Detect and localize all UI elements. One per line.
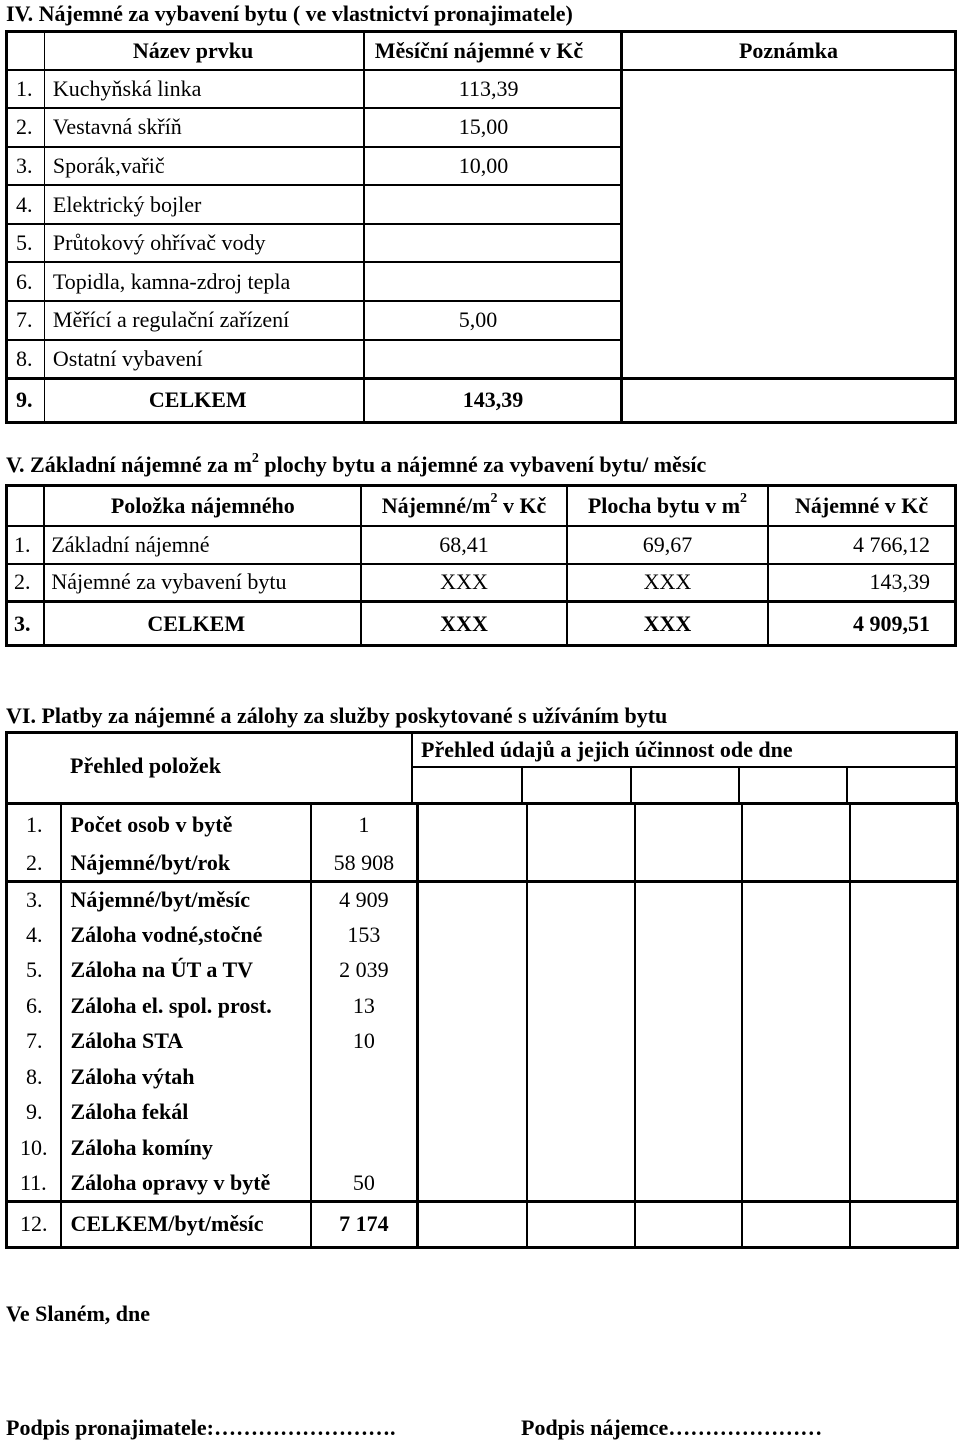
row-number: 11. — [7, 1166, 62, 1202]
item-rent: 143,39 — [364, 378, 622, 422]
date-cell — [742, 917, 849, 953]
item-name: Záloha na ÚT a TV — [61, 953, 311, 989]
table-row — [7, 185, 956, 224]
date-cell — [527, 1130, 635, 1166]
date-cell — [742, 846, 849, 882]
row-number: 2. — [7, 564, 45, 602]
table-row — [7, 1095, 958, 1131]
header-area-label: Plocha bytu v m — [587, 492, 741, 518]
date-cell — [850, 1024, 958, 1060]
header-rent: Měsíční nájemné v Kč — [364, 32, 622, 70]
date-cell — [850, 1130, 958, 1166]
note-cell — [621, 224, 955, 263]
item-value: 13 — [311, 988, 417, 1024]
table-row — [7, 881, 958, 917]
item-name: Elektrický bojler — [44, 185, 363, 224]
table-row — [7, 1059, 958, 1095]
date-cell — [850, 846, 958, 882]
item-value — [311, 1130, 417, 1166]
item-rent: 5,00 — [364, 301, 622, 340]
table-row — [7, 1201, 958, 1247]
item-rent: 113,39 — [364, 70, 622, 109]
header-per-m2-unit: v Kč — [497, 492, 547, 518]
date-cell — [527, 988, 635, 1024]
superscript: 2 — [740, 491, 748, 507]
date-cell — [417, 804, 526, 846]
table-row — [7, 301, 956, 340]
item-value: 4 909 — [311, 881, 417, 917]
date-cell — [417, 953, 526, 989]
date-cell — [527, 1059, 635, 1095]
note-cell — [621, 70, 955, 109]
section6-header-right: Přehled údajů a jejich účinnost ode dne — [421, 737, 793, 762]
note-cell — [621, 378, 955, 422]
section6-date-line — [411, 766, 958, 768]
row-number: 8. — [7, 340, 45, 379]
header-num — [7, 32, 45, 70]
item-rent — [364, 224, 622, 263]
date-cell — [635, 953, 742, 989]
item-name: Ostatní vybavení — [44, 340, 363, 379]
date-cell — [635, 1059, 742, 1095]
tenant-signature: Podpis nájemce………………… — [521, 1415, 823, 1440]
table-row — [7, 147, 956, 186]
table-row — [7, 988, 958, 1024]
superscript: 2 — [490, 491, 498, 507]
date-column-divider — [630, 767, 632, 803]
basic-rent-table — [5, 484, 957, 647]
date-cell — [527, 953, 635, 989]
date-cell — [635, 804, 742, 846]
date-cell — [742, 1059, 849, 1095]
item-name: Nájemné/byt/měsíc — [61, 881, 311, 917]
item-value — [311, 1095, 417, 1131]
item-value: 7 174 — [311, 1201, 417, 1247]
flat-area: XXX — [567, 564, 768, 602]
note-cell — [621, 147, 955, 186]
row-number: 9. — [7, 378, 45, 422]
row-number: 4. — [7, 185, 45, 224]
date-cell — [635, 988, 742, 1024]
date-cell — [635, 1166, 742, 1202]
section6-header-left: Přehled položek — [70, 753, 221, 778]
flat-area: 69,67 — [567, 526, 768, 564]
item-name: Základní nájemné — [44, 526, 361, 564]
note-cell — [621, 301, 955, 340]
header-per-m2-label: Nájemné/m — [381, 492, 491, 518]
section5-title: V. Základní nájemné za $m^2$ plochy bytu a nájemné za vybavení bytu/ měsíc — [6, 450, 707, 477]
table-row — [7, 804, 958, 846]
date-cell — [850, 917, 958, 953]
item-name: Měřící a regulační zařízení — [44, 301, 363, 340]
row-number: 7. — [7, 1024, 62, 1060]
item-name: Kuchyňská linka — [44, 70, 363, 109]
date-cell — [850, 1059, 958, 1095]
note-cell — [621, 262, 955, 301]
date-cell — [527, 804, 635, 846]
date-cell — [742, 881, 849, 917]
date-cell — [527, 917, 635, 953]
payments-table — [5, 802, 959, 1249]
rent-value: 143,39 — [768, 564, 955, 602]
place-date: Ve Slaném, dne — [6, 1301, 151, 1326]
table-row — [7, 224, 956, 263]
item-value: 2 039 — [311, 953, 417, 989]
note-cell — [621, 340, 955, 379]
date-cell — [417, 1024, 526, 1060]
section6-title: VI. Platby za nájemné a zálohy za služby poskytované s užíváním bytu — [6, 703, 668, 728]
row-number: 2. — [7, 846, 62, 882]
table-row — [7, 340, 956, 379]
item-value: 58 908 — [311, 846, 417, 882]
row-number: 10. — [7, 1130, 62, 1166]
date-cell — [527, 846, 635, 882]
table-row — [7, 846, 958, 882]
note-cell — [621, 108, 955, 147]
date-cell — [742, 953, 849, 989]
table-row — [7, 953, 958, 989]
row-number: 5. — [7, 953, 62, 989]
date-cell — [742, 1130, 849, 1166]
date-cell — [635, 846, 742, 882]
date-cell — [742, 1095, 849, 1131]
table-row — [7, 1024, 958, 1060]
date-cell — [417, 1166, 526, 1202]
item-name: Nájemné/byt/rok — [61, 846, 311, 882]
section4-title: IV. Nájemné za vybavení bytu ( ve vlastnictví pronajimatele) — [6, 1, 573, 26]
date-column-divider — [738, 767, 740, 803]
date-cell — [742, 1024, 849, 1060]
date-cell — [527, 1166, 635, 1202]
date-cell — [635, 917, 742, 953]
table-header-row — [7, 486, 956, 526]
date-cell — [417, 1201, 526, 1247]
date-cell — [742, 804, 849, 846]
item-rent — [364, 185, 622, 224]
item-name: Záloha el. spol. prost. — [61, 988, 311, 1024]
date-cell — [742, 1166, 849, 1202]
rent-value: 4 909,51 — [768, 602, 955, 646]
date-cell — [527, 1095, 635, 1131]
rent-per-m2: 68,41 — [361, 526, 566, 564]
header-area — [567, 486, 768, 526]
row-number: 1. — [7, 526, 45, 564]
rent-value: 4 766,12 — [768, 526, 955, 564]
table-row — [7, 70, 956, 109]
item-value: 1 — [311, 804, 417, 846]
item-value — [311, 1059, 417, 1095]
row-number: 5. — [7, 224, 45, 263]
row-number: 3. — [7, 881, 62, 917]
row-number: 3. — [7, 147, 45, 186]
table-row — [7, 526, 956, 564]
item-name: Záloha výtah — [61, 1059, 311, 1095]
item-name: Počet osob v bytě — [61, 804, 311, 846]
rent-per-m2: XXX — [361, 602, 566, 646]
row-number: 9. — [7, 1095, 62, 1131]
table-row — [7, 1166, 958, 1202]
date-cell — [417, 1095, 526, 1131]
row-number: 2. — [7, 108, 45, 147]
date-cell — [742, 988, 849, 1024]
item-name: CELKEM/byt/měsíc — [61, 1201, 311, 1247]
rent-per-m2: XXX — [361, 564, 566, 602]
date-cell — [417, 881, 526, 917]
date-cell — [417, 846, 526, 882]
table-row — [7, 564, 956, 602]
date-cell — [850, 1201, 958, 1247]
equipment-rent-table — [5, 30, 957, 424]
row-number: 12. — [7, 1201, 62, 1247]
date-cell — [635, 1130, 742, 1166]
date-cell — [850, 1095, 958, 1131]
row-number: 1. — [7, 804, 62, 846]
table-header-row — [7, 32, 956, 70]
date-cell — [635, 1095, 742, 1131]
item-name: Vestavná skříň — [44, 108, 363, 147]
item-name: Záloha vodné,stočné — [61, 917, 311, 953]
item-rent: 15,00 — [364, 108, 622, 147]
date-cell — [417, 1059, 526, 1095]
item-name: CELKEM — [44, 602, 361, 646]
date-cell — [850, 953, 958, 989]
date-cell — [417, 1130, 526, 1166]
item-name: Záloha STA — [61, 1024, 311, 1060]
item-name: Záloha opravy v bytě — [61, 1166, 311, 1202]
landlord-signature: Podpis pronajimatele:……………………. — [6, 1415, 396, 1440]
date-cell — [635, 881, 742, 917]
date-cell — [850, 881, 958, 917]
row-number: 7. — [7, 301, 45, 340]
header-rent: Nájemné v Kč — [768, 486, 955, 526]
item-name: Záloha fekál — [61, 1095, 311, 1131]
date-cell — [527, 1201, 635, 1247]
row-number: 6. — [7, 988, 62, 1024]
header-num — [7, 486, 45, 526]
date-cell — [635, 1024, 742, 1060]
item-name: Záloha komíny — [61, 1130, 311, 1166]
date-cell — [417, 917, 526, 953]
item-name: Průtokový ohřívač vody — [44, 224, 363, 263]
date-cell — [850, 988, 958, 1024]
item-value: 10 — [311, 1024, 417, 1060]
note-cell — [621, 185, 955, 224]
row-number: 4. — [7, 917, 62, 953]
item-rent: 10,00 — [364, 147, 622, 186]
table-row — [7, 108, 956, 147]
item-name: Topidla, kamna-zdroj tepla — [44, 262, 363, 301]
item-rent — [364, 340, 622, 379]
date-cell — [635, 1201, 742, 1247]
row-number: 1. — [7, 70, 45, 109]
table-row — [7, 378, 956, 422]
date-cell — [527, 881, 635, 917]
item-name: Sporák,vařič — [44, 147, 363, 186]
row-number: 3. — [7, 602, 45, 646]
item-rent — [364, 262, 622, 301]
item-name: CELKEM — [44, 378, 363, 422]
row-number: 8. — [7, 1059, 62, 1095]
table-row — [7, 1130, 958, 1166]
date-cell — [417, 988, 526, 1024]
flat-area: XXX — [567, 602, 768, 646]
date-cell — [850, 1166, 958, 1202]
table-row — [7, 917, 958, 953]
item-value: 153 — [311, 917, 417, 953]
date-cell — [850, 804, 958, 846]
table-row — [7, 262, 956, 301]
date-column-divider — [846, 767, 848, 803]
item-name: Nájemné za vybavení bytu — [44, 564, 361, 602]
date-column-divider — [521, 767, 523, 803]
header-name: Název prvku — [44, 32, 363, 70]
date-cell — [527, 1024, 635, 1060]
header-note: Poznámka — [621, 32, 955, 70]
header-per-m2 — [361, 486, 566, 526]
table-row — [7, 602, 956, 646]
item-value: 50 — [311, 1166, 417, 1202]
header-item: Položka nájemného — [44, 486, 361, 526]
date-cell — [742, 1201, 849, 1247]
row-number: 6. — [7, 262, 45, 301]
